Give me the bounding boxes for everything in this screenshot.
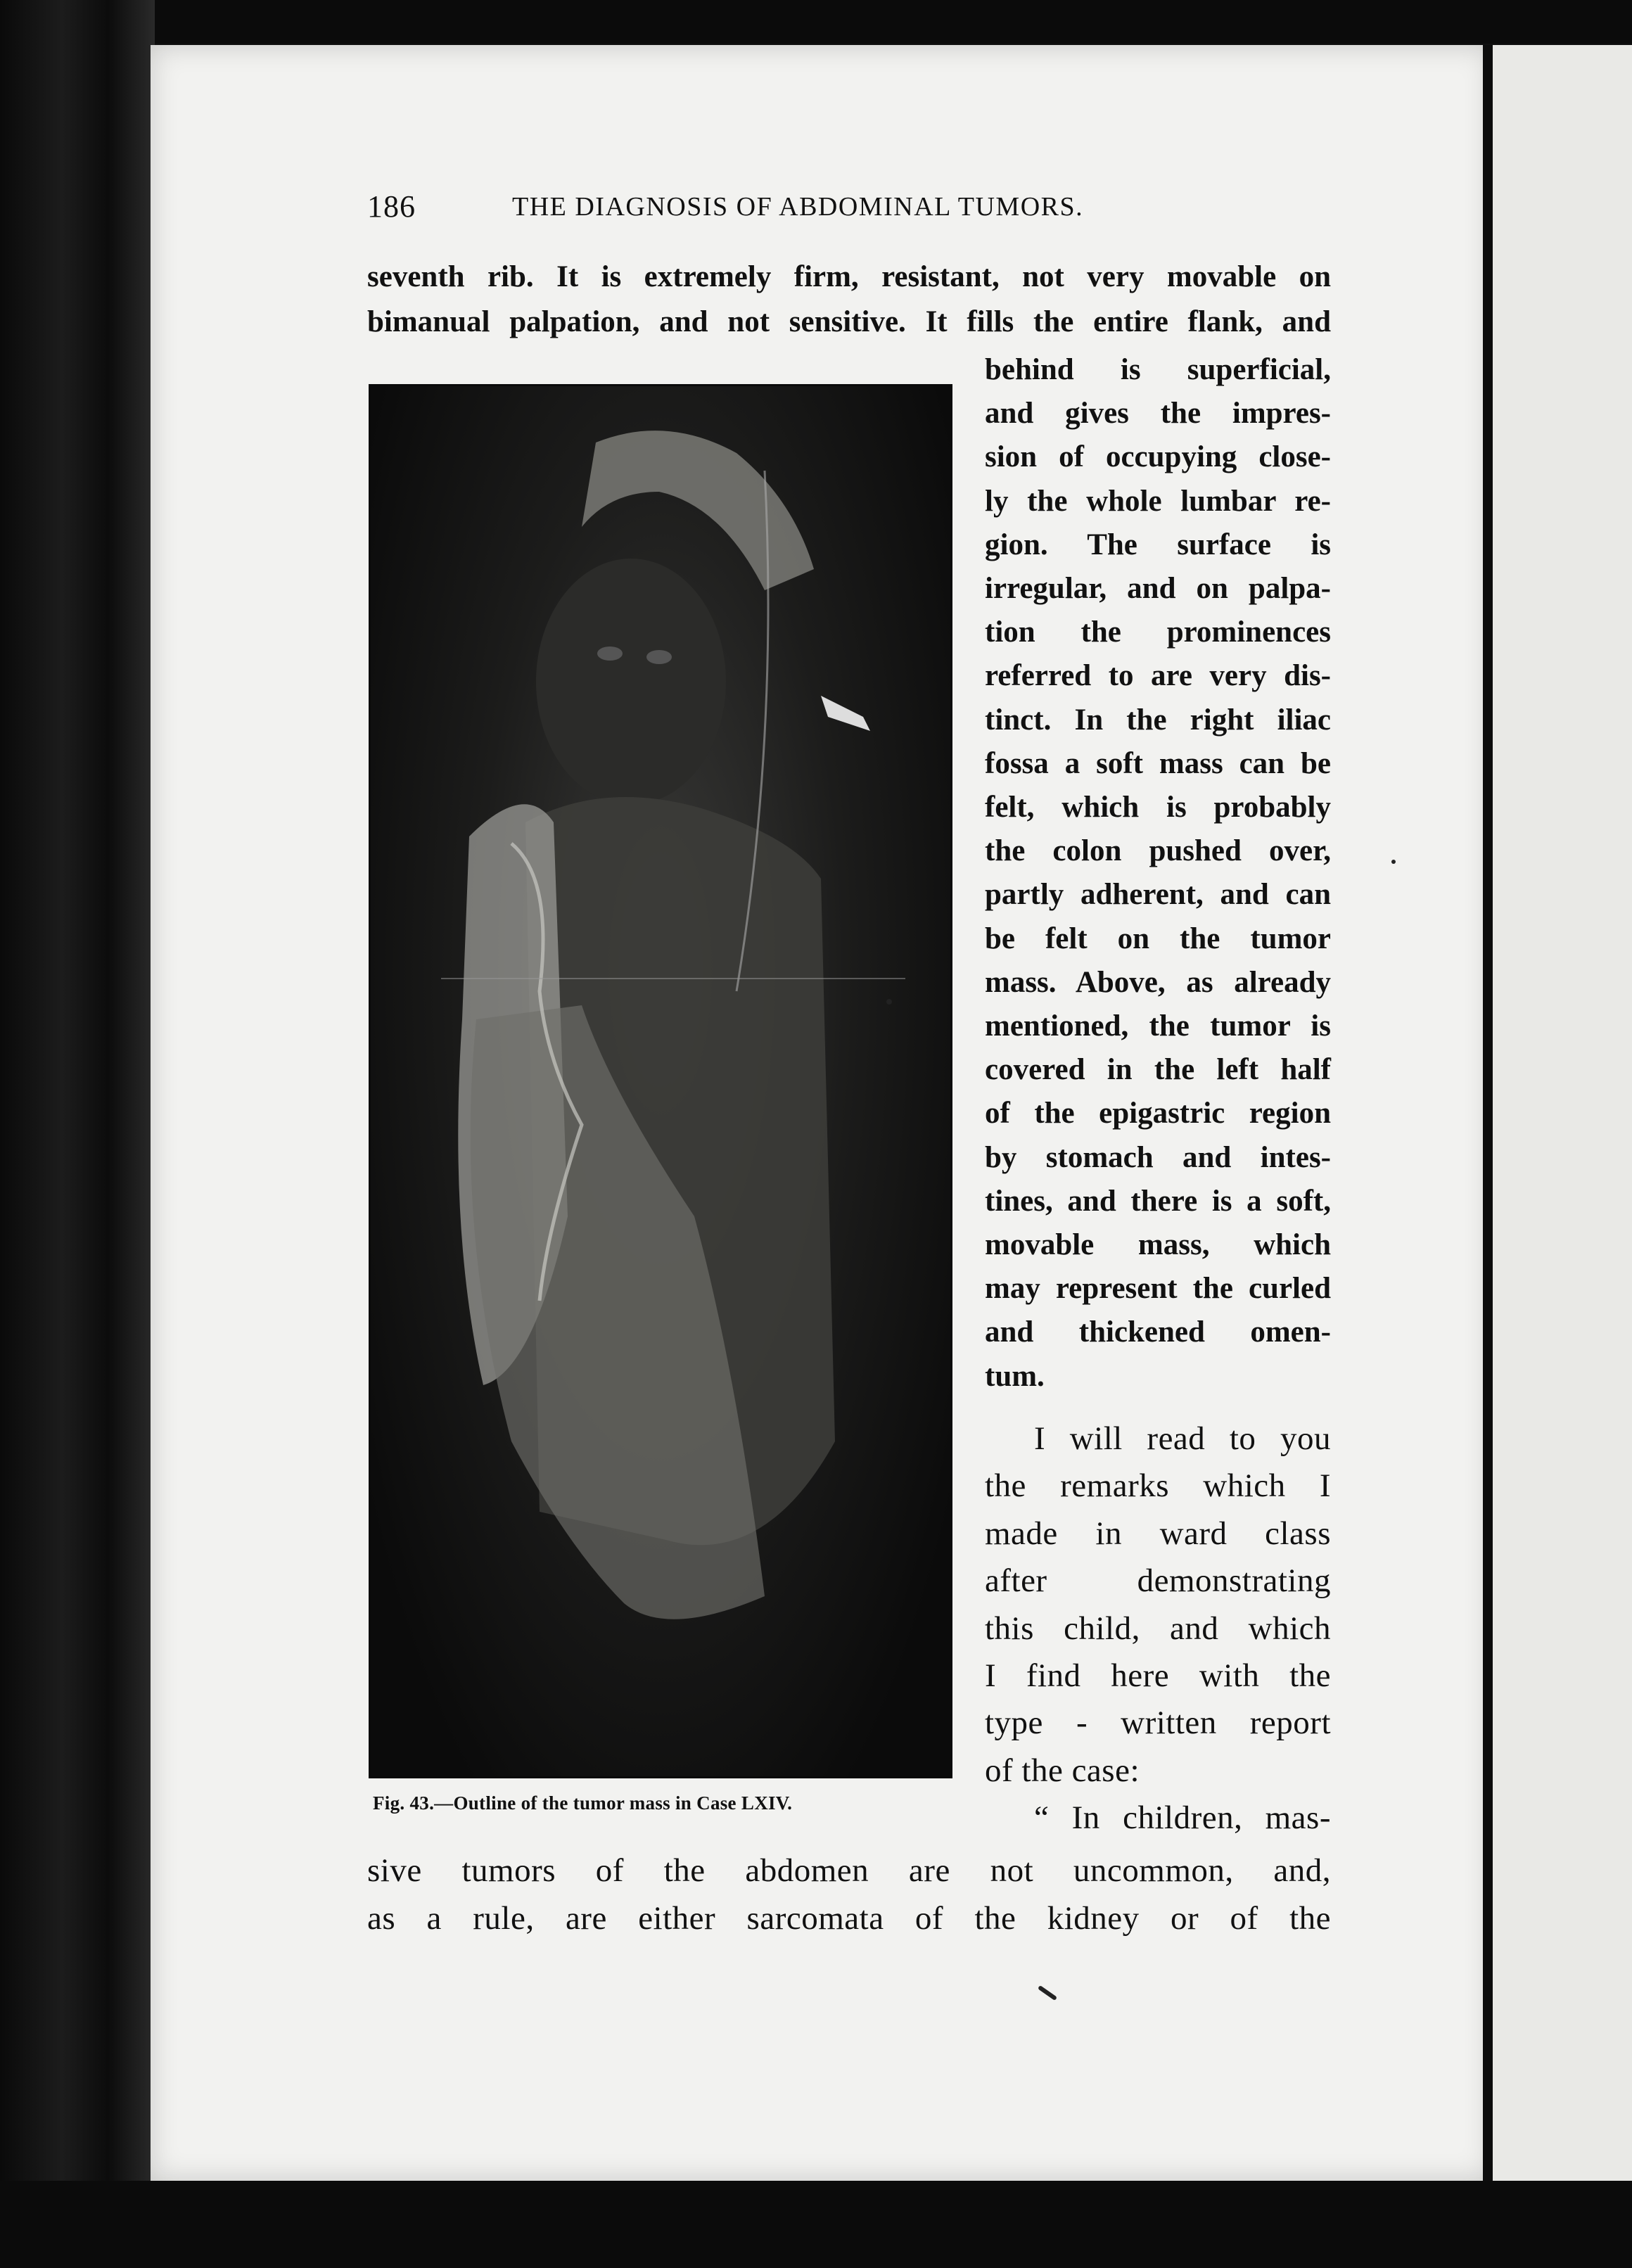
column-line: partly adherent, and can: [985, 878, 1331, 912]
figure-caption: Fig. 43.—Outline of the tumor mass in Case LXIV.: [373, 1792, 793, 1814]
column-line: tines, and there is a soft,: [985, 1184, 1331, 1218]
scan-top-border: [0, 0, 1632, 44]
scan-bottom-border: [0, 2181, 1632, 2268]
column-line: tum.: [985, 1359, 1045, 1393]
column-line: felt, which is probably: [985, 791, 1331, 824]
running-title: THE DIAGNOSIS OF ABDOMINAL TUMORS.: [512, 192, 1084, 222]
quote-column-line: of the case:: [985, 1752, 1140, 1789]
column-line: ly the whole lumbar re-: [985, 484, 1331, 518]
quote-column-line: this child, and which: [985, 1610, 1331, 1647]
scan-left-border: [0, 0, 155, 2268]
column-line: behind is superficial,: [985, 353, 1331, 386]
page-number: 186: [367, 189, 416, 224]
body-line: as a rule, are either sarcomata of the kidney or of the: [367, 1900, 1331, 1937]
running-head: [367, 189, 1324, 231]
column-line: of the epigastric region: [985, 1097, 1331, 1130]
facing-page-edge: [1483, 45, 1632, 2181]
patient-photo-image: [371, 386, 950, 1776]
quote-column-line: the remarks which I: [985, 1467, 1331, 1505]
column-line: and thickened omen-: [985, 1315, 1331, 1349]
body-line: sive tumors of the abdomen are not uncommon, and,: [367, 1852, 1331, 1889]
column-line: mentioned, the tumor is: [985, 1009, 1331, 1043]
quote-column-line: I find here with the: [985, 1657, 1331, 1694]
quote-column-line: made in ward class: [985, 1515, 1331, 1552]
quote-column-line: after demonstrating: [985, 1562, 1331, 1600]
column-line: tion the prominences: [985, 616, 1331, 649]
column-line: mass. Above, as already: [985, 965, 1331, 999]
body-line: bimanual palpation, and not sensitive. It fills the entire flank, and: [367, 305, 1331, 338]
column-line: referred to are very dis-: [985, 659, 1331, 693]
column-line: movable mass, which: [985, 1228, 1331, 1261]
column-line: irregular, and on palpa-: [985, 572, 1331, 605]
column-line: sion of occupying close-: [985, 440, 1331, 474]
scan-speck: [1391, 860, 1396, 864]
scan-speck: [886, 999, 892, 1005]
quote-column-line: I will read to you: [1034, 1420, 1331, 1457]
column-line: be felt on the tumor: [985, 922, 1331, 955]
quote-column-line: “ In children, mas-: [1034, 1799, 1331, 1837]
column-line: may represent the curled: [985, 1272, 1331, 1306]
body-line: seventh rib. It is extremely firm, resistant, not very movable on: [367, 260, 1331, 293]
column-line: and gives the impres-: [985, 397, 1331, 431]
column-line: fossa a soft mass can be: [985, 746, 1331, 780]
column-line: covered in the left half: [985, 1053, 1331, 1087]
column-line: by stomach and intes-: [985, 1140, 1331, 1174]
column-line: gion. The surface is: [985, 528, 1331, 561]
quote-column-line: type - written report: [985, 1705, 1331, 1742]
patient-photo: [369, 384, 952, 1778]
column-line: the colon pushed over,: [985, 834, 1331, 868]
column-line: tinct. In the right iliac: [985, 703, 1331, 737]
